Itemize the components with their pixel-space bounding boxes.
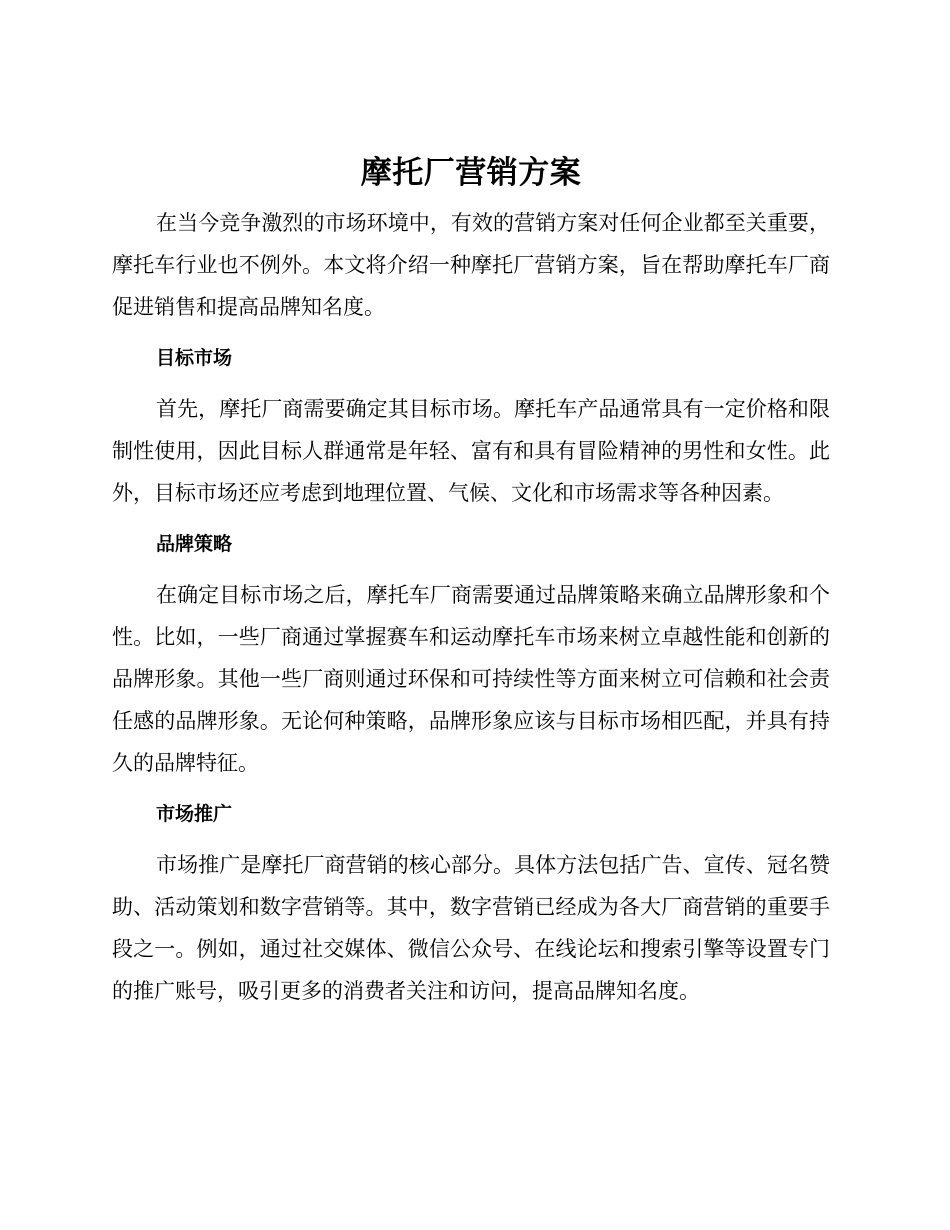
section-heading-target-market: 目标市场 [156, 347, 233, 369]
section-body-target-market: 首先，摩托厂商需要确定其目标市场。摩托车产品通常具有一定价格和限制性使用，因此目标人群通常是年轻、富有和具有冒险精神的男性和女性。此外，目标市场还应考虑到地理位置、气候、文化和市场需求等各种因素。 [112, 397, 830, 505]
section-body-brand-strategy: 在确定目标市场之后，摩托车厂商需要通过品牌策略来确立品牌形象和个性。比如，一些厂商通过掌握赛车和运动摩托车市场来树立卓越性能和创新的品牌形象。其他一些厂商则通过环保和可持续性等方面来树立可信赖和社会责任感的品牌形象。无论何种策略，品牌形象应该与目标市场相匹配，并具有持久的品牌特征。 [112, 583, 830, 775]
section-spacer [112, 514, 830, 524]
section-body-marketing-promotion: 市场推广是摩托厂商营销的核心部分。具体方法包括广告、宣传、冠名赞助、活动策划和数字营销等。其中，数字营销已经成为各大厂商营销的重要手段之一。例如，通过社交媒体、微信公众号、在线论坛和搜索引擎等设置专门的推广账号，吸引更多的消费者关注和访问，提高品牌知名度。 [112, 853, 830, 1003]
document-title: 摩托厂营销方案 [360, 155, 582, 191]
section-spacer [112, 328, 830, 338]
heading-spacer [112, 378, 830, 388]
heading-spacer [112, 564, 830, 574]
heading-spacer [112, 834, 830, 844]
intro-paragraph: 在当今竞争激烈的市场环境中，有效的营销方案对任何企业都至关重要，摩托车行业也不例外。本文将介绍一种摩托厂营销方案，旨在帮助摩托车厂商促进销售和提高品牌知名度。 [112, 211, 830, 319]
section-heading-brand-strategy: 品牌策略 [156, 533, 233, 555]
section-heading-marketing-promotion: 市场推广 [156, 803, 233, 825]
section-spacer [112, 784, 830, 794]
document-content [112, 150, 830, 1012]
